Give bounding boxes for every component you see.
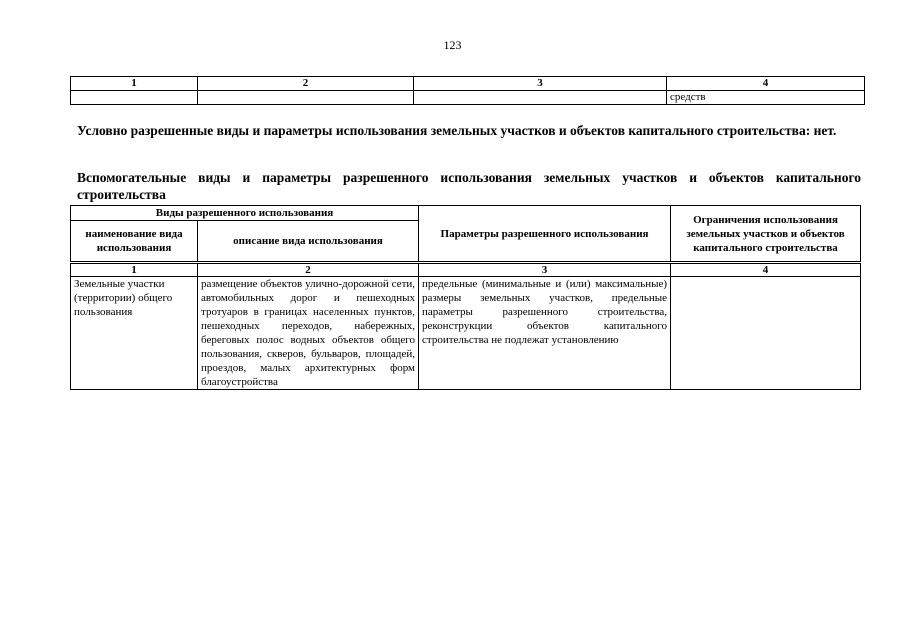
auxiliary-uses-heading: Вспомогательные виды и параметры разрешенного использования земельных участков и объектов капитального строительства	[77, 170, 861, 202]
parameters-header: Параметры разрешенного использования	[419, 206, 671, 263]
table-cell: средств	[667, 91, 865, 105]
name-header: наименование вида использования	[71, 221, 198, 263]
column-number-row	[71, 77, 865, 91]
use-restrictions-cell	[671, 277, 861, 390]
continuation-table	[70, 76, 865, 105]
use-description-cell: размещение объектов улично-дорожной сети, автомобильных дорог и пешеходных тротуаров в границах населенных пунктов, пешеходных переходов, набережных, береговых полос водных объектов общего пользования, скверов, бульваров, площадей, проездов, малых архитектурных форм благоустройства	[198, 277, 419, 390]
column-number: 4	[671, 263, 861, 277]
column-number: 1	[71, 77, 198, 91]
column-number: 4	[667, 77, 865, 91]
table-cell	[198, 91, 414, 105]
column-number: 1	[71, 263, 198, 277]
column-number: 3	[414, 77, 667, 91]
page-number: 123	[443, 38, 462, 52]
table-cell	[414, 91, 667, 105]
restrictions-header: Ограничения использования земельных участков и объектов капитального строительства	[671, 206, 861, 263]
auxiliary-uses-table	[70, 205, 861, 390]
use-parameters-cell: предельные (минимальные и (или) максимальные) размеры земельных участков, предельные параметры разрешенного строительства, реконструкции объектов капитального строительства не подлежат установлению	[419, 277, 671, 390]
group-header: Виды разрешенного использования	[71, 206, 419, 221]
column-number-row	[71, 263, 861, 277]
column-number: 2	[198, 77, 414, 91]
conditional-uses-heading: Условно разрешенные виды и параметры использования земельных участков и объектов капитального строительства: нет.	[77, 123, 837, 138]
column-number: 3	[419, 263, 671, 277]
column-number: 2	[198, 263, 419, 277]
use-name-cell: Земельные участки (территории) общего пользования	[71, 277, 198, 390]
table-cell	[71, 91, 198, 105]
description-header: описание вида использования	[198, 221, 419, 263]
table-row	[71, 277, 861, 390]
table-row	[71, 91, 865, 105]
